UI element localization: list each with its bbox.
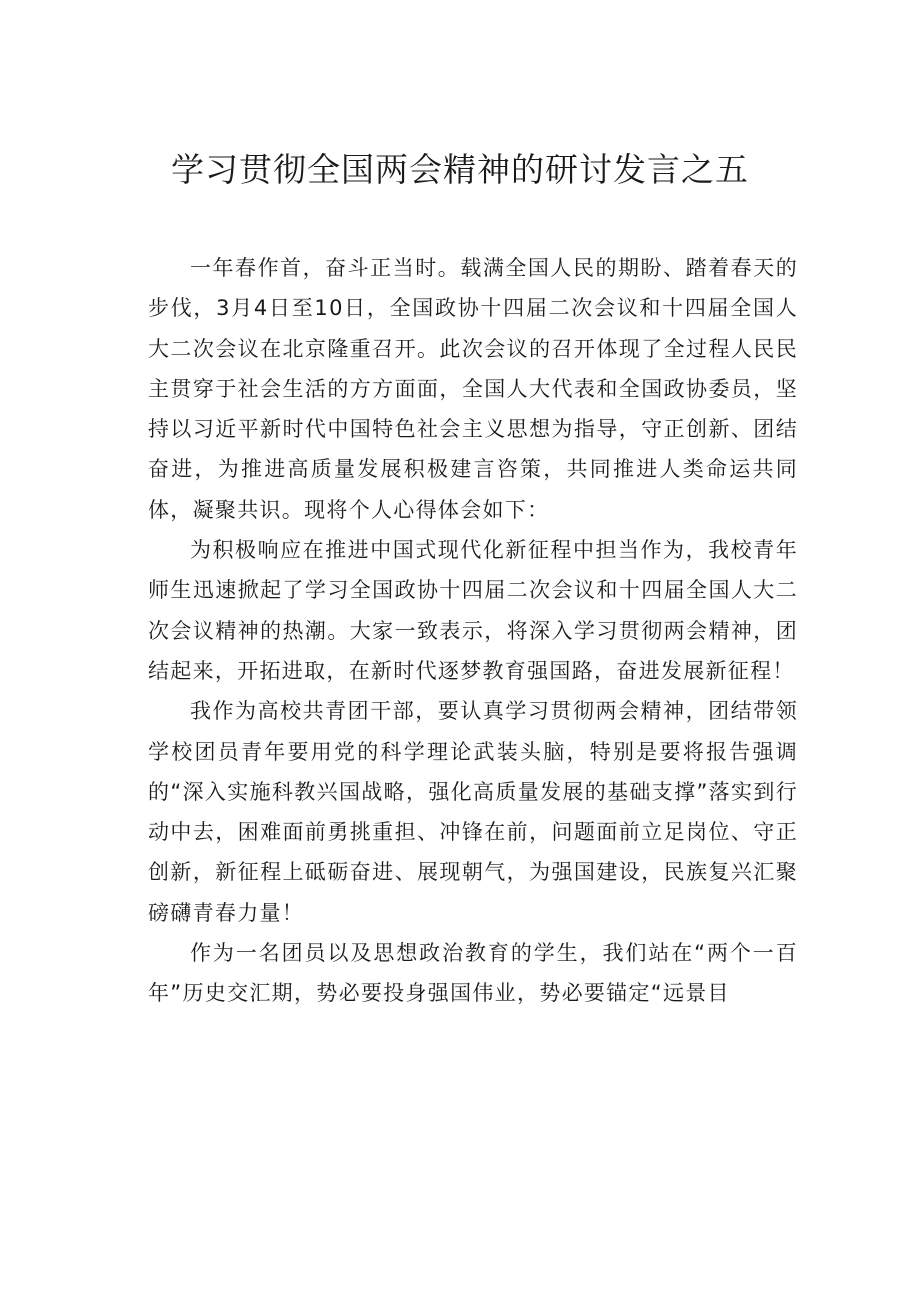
paragraph-4: 作为一名团员以及思想政治教育的学生，我们站在“两个一百年”历史交汇期，势必要投身强国伟业，势必要锚定“远景目: [148, 941, 798, 1006]
paragraph-1: 一年春作首，奋斗正当时。载满全国人民的期盼、踏着春天的步伐，3月4日至10日，全国政协十四届二次会议和十四届全国人大二次会议在北京隆重召开。此次会议的召开体现了全过程人民民主贯穿于社会生活的方方面面，全国人大代表和全国政协委员，坚持以习近平新时代中国特色社会主义思想为指导，守正创新、团结奋进，为推进高质量发展积极建言咨策，共同推进人类命运共同体，凝聚共识。现将个人心得体会如下：: [148, 256, 798, 522]
document-title: 学习贯彻全国两会精神的研讨发言之五: [171, 150, 749, 189]
paragraph-3: 我作为高校共青团干部，要认真学习贯彻两会精神，团结带领学校团员青年要用党的科学理论武装头脑，特别是要将报告强调的“深入实施科教兴国战略，强化高质量发展的基础支撑”落实到行动中去，困难面前勇挑重担、冲锋在前，问题面前立足岗位、守正创新，新征程上砥砺奋进、展现朝气，为强国建设，民族复兴汇聚磅礴青春力量！: [148, 699, 798, 925]
document-body: [148, 248, 798, 1014]
paragraph-2: 为积极响应在推进中国式现代化新征程中担当作为，我校青年师生迅速掀起了学习全国政协十四届二次会议和十四届全国人大二次会议精神的热潮。大家一致表示，将深入学习贯彻两会精神，团结起来，开拓进取，在新时代逐梦教育强国路，奋进发展新征程！: [148, 538, 798, 683]
